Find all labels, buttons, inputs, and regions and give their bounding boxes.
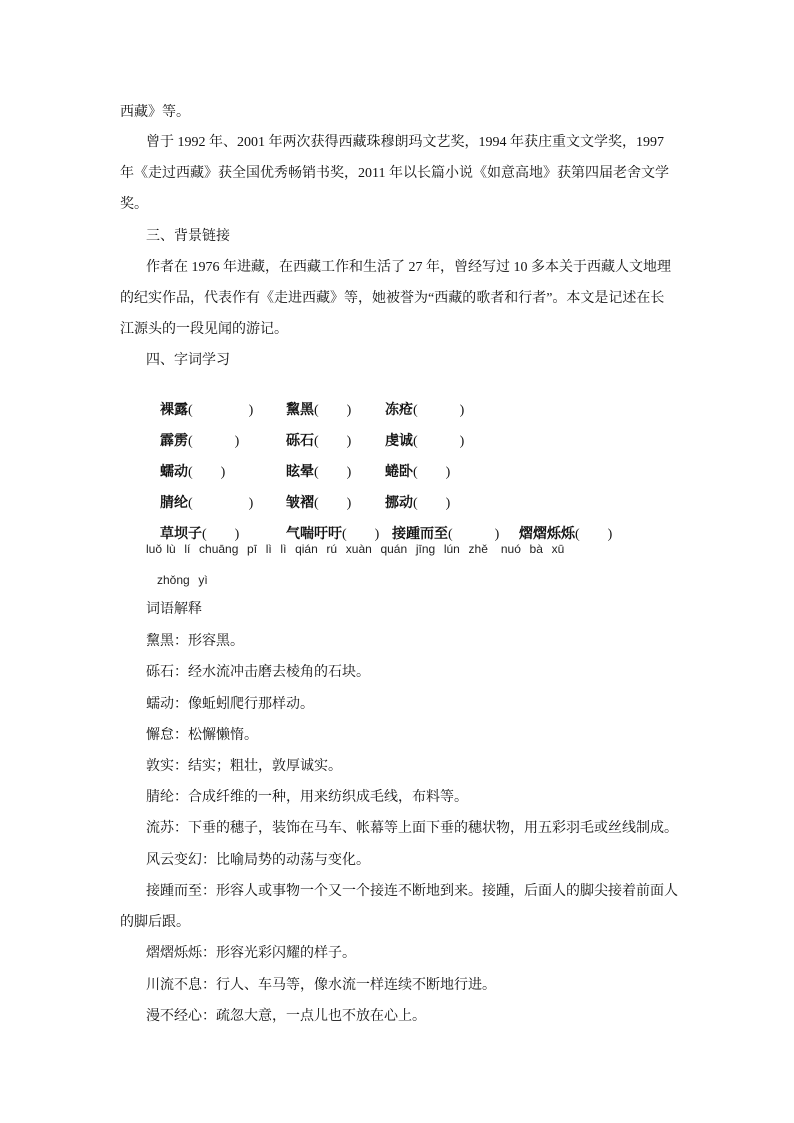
vocab-blank: ( )	[342, 527, 380, 542]
vocab-blank: ( )	[188, 496, 254, 511]
vocab-word: 蜷卧	[385, 465, 413, 480]
glossary-entry: 懈怠：松懈懒惰。	[146, 728, 258, 743]
awards-line: 奖。	[120, 197, 148, 212]
vocab-word: 黧黑	[286, 403, 314, 418]
vocab-word: 气喘吁吁	[286, 527, 342, 542]
background-line: 的纪实作品，代表作有《走进西藏》等，她被誉为“西藏的歌者和行者”。本文是记述在长	[120, 291, 665, 306]
section-heading-glossary: 词语解释	[146, 602, 202, 617]
vocab-blank: ( )	[413, 465, 451, 480]
vocab-blank: ( )	[413, 434, 465, 449]
glossary-entry: 风云变幻：比喻局势的动荡与变化。	[146, 853, 370, 868]
glossary-entry: 熠熠烁烁：形容光彩闪耀的样子。	[146, 946, 356, 961]
vocab-blank: ( )	[188, 465, 226, 480]
glossary-entry: 流苏：下垂的穗子，装饰在马车、帐幕等上面下垂的穗状物，用五彩羽毛或丝线制成。	[146, 821, 678, 836]
glossary-entry: 腈纶：合成纤维的一种，用来纺织成毛线，布料等。	[146, 790, 468, 805]
vocab-word: 砾石	[286, 434, 314, 449]
vocab-blank: ( )	[314, 434, 352, 449]
vocab-blank: ( )	[314, 496, 352, 511]
vocab-blank: ( )	[188, 403, 254, 418]
author-intro-tail: 西藏》等。	[120, 105, 190, 120]
awards-line: 曾于 1992 年、2001 年两次获得西藏珠穆朗玛文艺奖，1994 年获庄重文文学奖，1997	[146, 135, 664, 150]
vocab-word: 腈纶	[160, 496, 188, 511]
glossary-entry: 接踵而至：形容人或事物一个又一个接连不断地到来。接踵，后面人的脚尖接着前面人	[146, 884, 678, 899]
vocab-blank: ( )	[413, 496, 451, 511]
vocab-word: 冻疮	[385, 403, 413, 418]
glossary-entry: 川流不息：行人、车马等，像水流一样连续不断地行进。	[146, 978, 496, 993]
vocab-word: 蠕动	[160, 465, 188, 480]
vocab-word: 霹雳	[160, 434, 188, 449]
vocab-word: 草坝子	[160, 527, 202, 542]
vocab-blank: ( )	[413, 403, 465, 418]
vocab-blank: ( )	[314, 465, 352, 480]
pinyin-line: zhǒng yì	[157, 573, 208, 587]
section-heading-background: 三、背景链接	[146, 229, 230, 244]
vocab-word: 虔诚	[385, 434, 413, 449]
glossary-entry: 蠕动：像蚯蚓爬行那样动。	[146, 697, 314, 712]
background-line: 作者在 1976 年进藏，在西藏工作和生活了 27 年，曾经写过 10 多本关于西藏人文地理	[146, 260, 671, 275]
section-heading-vocab: 四、字词学习	[146, 353, 230, 368]
vocab-word: 熠熠烁烁	[519, 527, 575, 542]
vocab-blank: ( )	[202, 527, 240, 542]
glossary-entry: 漫不经心：疏忽大意，一点儿也不放在心上。	[146, 1009, 426, 1024]
awards-line: 年《走过西藏》获全国优秀畅销书奖，2011 年以长篇小说《如意高地》获第四届老舍文学	[120, 166, 669, 181]
vocab-word: 接踵而至	[392, 527, 448, 542]
vocab-word: 皱褶	[286, 496, 314, 511]
vocab-word: 裸露	[160, 403, 188, 418]
vocab-blank: ( )	[448, 527, 500, 542]
glossary-entry: 黧黑：形容黑。	[146, 634, 244, 649]
vocab-blank: ( )	[314, 403, 352, 418]
glossary-entry: 敦实：结实；粗壮，敦厚诚实。	[146, 759, 342, 774]
glossary-entry-continuation: 的脚后跟。	[120, 915, 190, 930]
vocab-word: 眩晕	[286, 465, 314, 480]
glossary-entry: 砾石：经水流冲击磨去棱角的石块。	[146, 665, 370, 680]
background-line: 江源头的一段见闻的游记。	[120, 322, 288, 337]
vocab-blank: ( )	[575, 527, 613, 542]
vocab-blank: ( )	[188, 434, 240, 449]
vocab-word: 挪动	[385, 496, 413, 511]
pinyin-line: luǒ lù lí chuāng pī lì lì qián rú xuàn quán jīng lún zhě nuó bà xū	[146, 542, 565, 556]
